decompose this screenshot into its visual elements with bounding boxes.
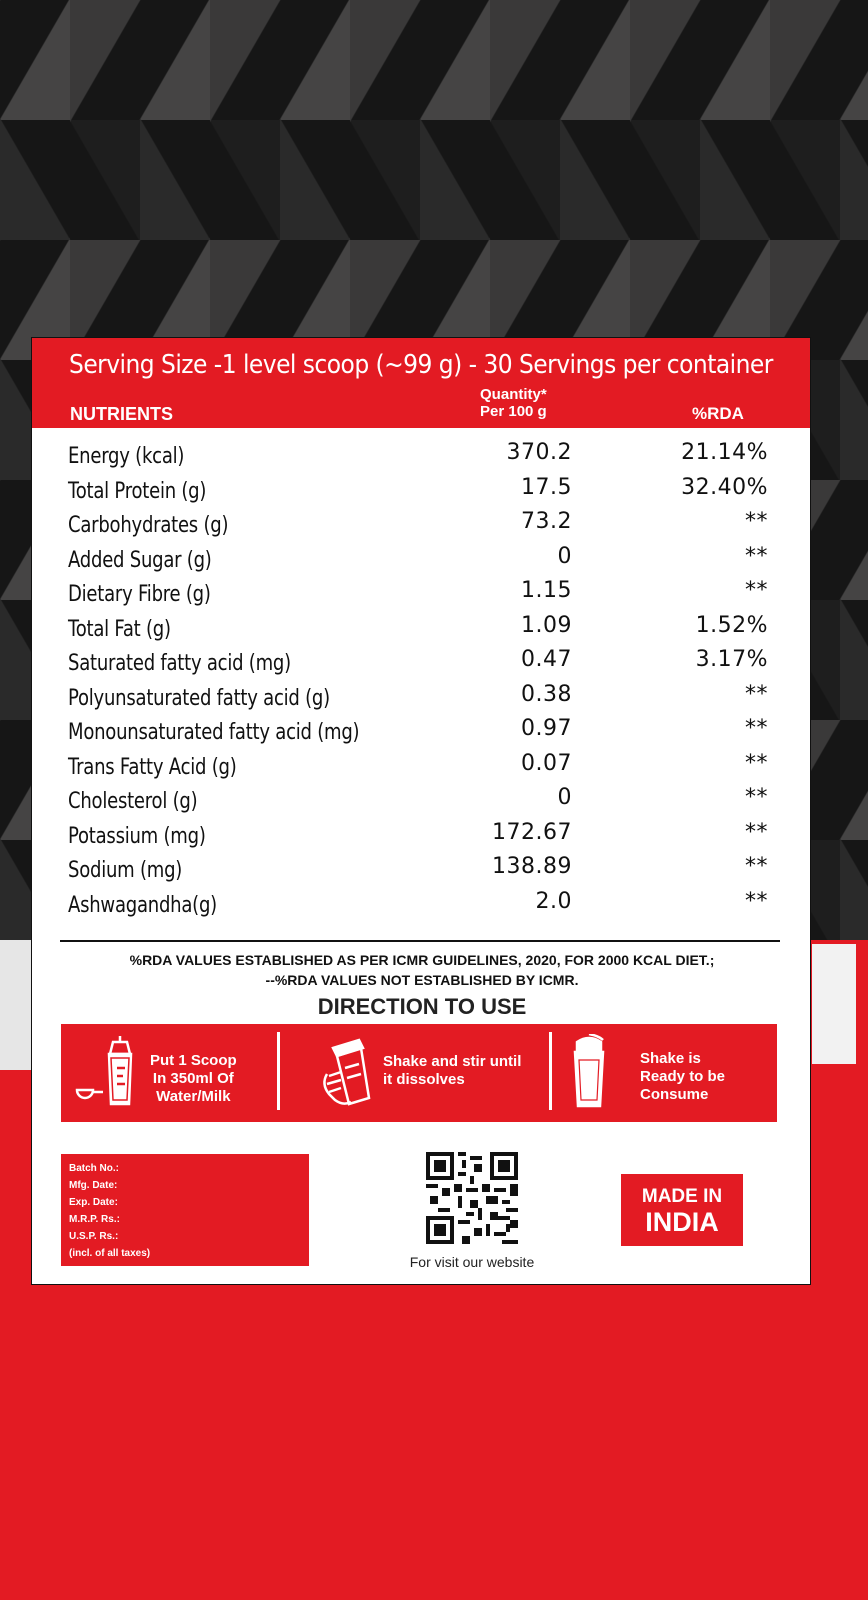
nutrient-rda: ** bbox=[745, 888, 768, 914]
direction-step-3 bbox=[555, 1024, 777, 1122]
usp-label: U.S.P. Rs.: bbox=[69, 1231, 119, 1242]
column-quantity-line2: Per 100 g bbox=[480, 403, 547, 420]
directions-bar bbox=[61, 1024, 777, 1122]
nutrient-rda: ** bbox=[745, 819, 768, 845]
table-row bbox=[32, 716, 812, 751]
nutrient-name: Energy (kcal) bbox=[68, 444, 185, 469]
table-row bbox=[32, 820, 812, 855]
nutrient-qty: 17.5 bbox=[521, 474, 572, 500]
nutrient-table bbox=[32, 440, 812, 923]
step-line: Shake is bbox=[640, 1050, 701, 1067]
nutrient-qty: 0 bbox=[557, 543, 572, 569]
nutrient-rda: ** bbox=[745, 716, 768, 741]
nutrient-rda: ** bbox=[745, 750, 768, 776]
nutrient-name: Saturated fatty acid (mg) bbox=[68, 651, 291, 676]
nutrient-name: Total Fat (g) bbox=[68, 616, 171, 642]
direction-step-2-text bbox=[383, 1053, 521, 1089]
nutrient-qty: 0.07 bbox=[521, 750, 572, 776]
nutrient-qty: 73.2 bbox=[521, 509, 572, 534]
nutrient-qty: 0 bbox=[557, 785, 572, 810]
nutrient-name: Dietary Fibre (g) bbox=[68, 582, 211, 607]
table-row bbox=[32, 613, 812, 648]
table-row bbox=[32, 751, 812, 786]
serving-size: Serving Size -1 level scoop (~99 g) - 30 Servings per container bbox=[69, 350, 773, 380]
nutrient-name: Polyunsaturated fatty acid (g) bbox=[68, 685, 330, 711]
step-line: Consume bbox=[640, 1086, 709, 1103]
table-row bbox=[32, 889, 812, 924]
table-row bbox=[32, 785, 812, 820]
nutrient-name: Potassium (mg) bbox=[68, 823, 206, 849]
nutrient-name: Ashwagandha(g) bbox=[68, 892, 217, 918]
mfg-date-label: Mfg. Date: bbox=[69, 1180, 118, 1191]
background-panel-right bbox=[812, 944, 856, 1064]
panel-header bbox=[32, 338, 810, 428]
direction-step-1-text bbox=[150, 1052, 237, 1106]
nutrient-qty: 1.09 bbox=[521, 612, 572, 638]
hand-shaker-icon bbox=[319, 1034, 375, 1112]
column-rda: %RDA bbox=[692, 404, 744, 423]
nutrient-name: Monounsaturated fatty acid (mg) bbox=[68, 720, 360, 745]
nutrient-rda: ** bbox=[745, 578, 768, 603]
nutrient-name: Carbohydrates (g) bbox=[68, 513, 229, 538]
table-divider bbox=[60, 940, 780, 942]
exp-date-label: Exp. Date: bbox=[69, 1197, 118, 1208]
step-divider bbox=[549, 1032, 552, 1110]
made-in-india-badge bbox=[621, 1174, 743, 1246]
batch-info-box bbox=[61, 1154, 309, 1266]
nutrient-qty: 2.0 bbox=[535, 888, 572, 914]
nutrient-qty: 1.15 bbox=[521, 578, 572, 603]
country-label: INDIA bbox=[645, 1207, 719, 1237]
step-line: In 350ml Of bbox=[152, 1070, 234, 1087]
nutrient-qty: 370.2 bbox=[506, 440, 572, 465]
shaker-bottle-icon bbox=[569, 1034, 609, 1110]
nutrient-qty: 0.97 bbox=[521, 716, 572, 741]
nutrient-name: Sodium (mg) bbox=[68, 858, 183, 883]
table-row bbox=[32, 647, 812, 682]
nutrient-qty: 0.47 bbox=[521, 647, 572, 672]
step-divider bbox=[277, 1032, 280, 1110]
table-row bbox=[32, 509, 812, 544]
step-line: Ready to be bbox=[640, 1068, 726, 1085]
nutrient-name: Total Protein (g) bbox=[68, 478, 207, 504]
direction-step-3-text bbox=[640, 1050, 725, 1104]
column-quantity bbox=[480, 386, 547, 420]
taxes-note: (incl. of all taxes) bbox=[69, 1248, 151, 1259]
table-row bbox=[32, 682, 812, 717]
column-quantity-line1: Quantity* bbox=[480, 386, 547, 403]
table-row bbox=[32, 578, 812, 613]
column-nutrients: NUTRIENTS bbox=[70, 404, 173, 424]
nutrient-rda: 1.52% bbox=[695, 612, 768, 638]
nutrient-qty: 138.89 bbox=[492, 854, 572, 879]
table-row bbox=[32, 544, 812, 579]
nutrient-rda: ** bbox=[745, 509, 768, 534]
nutrient-rda: ** bbox=[745, 854, 768, 879]
nutrient-name: Trans Fatty Acid (g) bbox=[68, 754, 237, 780]
mrp-label: M.R.P. Rs.: bbox=[69, 1214, 120, 1225]
qr-code-icon bbox=[426, 1152, 518, 1244]
nutrient-name: Cholesterol (g) bbox=[68, 789, 198, 814]
table-row bbox=[32, 475, 812, 510]
nutrient-rda: 21.14% bbox=[681, 440, 768, 465]
step-line: Water/Milk bbox=[156, 1088, 231, 1105]
nutrient-rda: 32.40% bbox=[681, 474, 768, 500]
direction-step-1 bbox=[61, 1024, 279, 1122]
step-line: Shake and stir until bbox=[383, 1053, 522, 1070]
nutrient-rda: ** bbox=[745, 543, 768, 569]
nutrient-rda: ** bbox=[745, 785, 768, 810]
table-row bbox=[32, 854, 812, 889]
direction-step-2 bbox=[283, 1024, 549, 1122]
step-line: it dissolves bbox=[383, 1071, 465, 1088]
nutrition-panel bbox=[31, 337, 811, 1285]
rda-note: %RDA VALUES ESTABLISHED AS PER ICMR GUIDELINES, 2020, FOR 2000 KCAL DIET.; bbox=[129, 952, 715, 968]
nutrient-rda: 3.17% bbox=[695, 647, 768, 672]
made-in-label: MADE IN bbox=[641, 1186, 723, 1207]
nutrient-qty: 0.38 bbox=[521, 681, 572, 707]
rda-not-established-note: --%RDA VALUES NOT ESTABLISHED BY ICMR. bbox=[265, 972, 579, 988]
nutrient-qty: 172.67 bbox=[492, 819, 572, 845]
table-row bbox=[32, 440, 812, 475]
nutrient-rda: ** bbox=[745, 681, 768, 707]
batch-number-label: Batch No.: bbox=[69, 1163, 119, 1174]
directions-title: DIRECTION TO USE bbox=[317, 994, 527, 1019]
shaker-scoop-icon bbox=[75, 1036, 139, 1106]
qr-caption: For visit our website bbox=[409, 1254, 535, 1270]
nutrient-name: Added Sugar (g) bbox=[68, 547, 212, 573]
step-line: Put 1 Scoop bbox=[150, 1052, 237, 1069]
